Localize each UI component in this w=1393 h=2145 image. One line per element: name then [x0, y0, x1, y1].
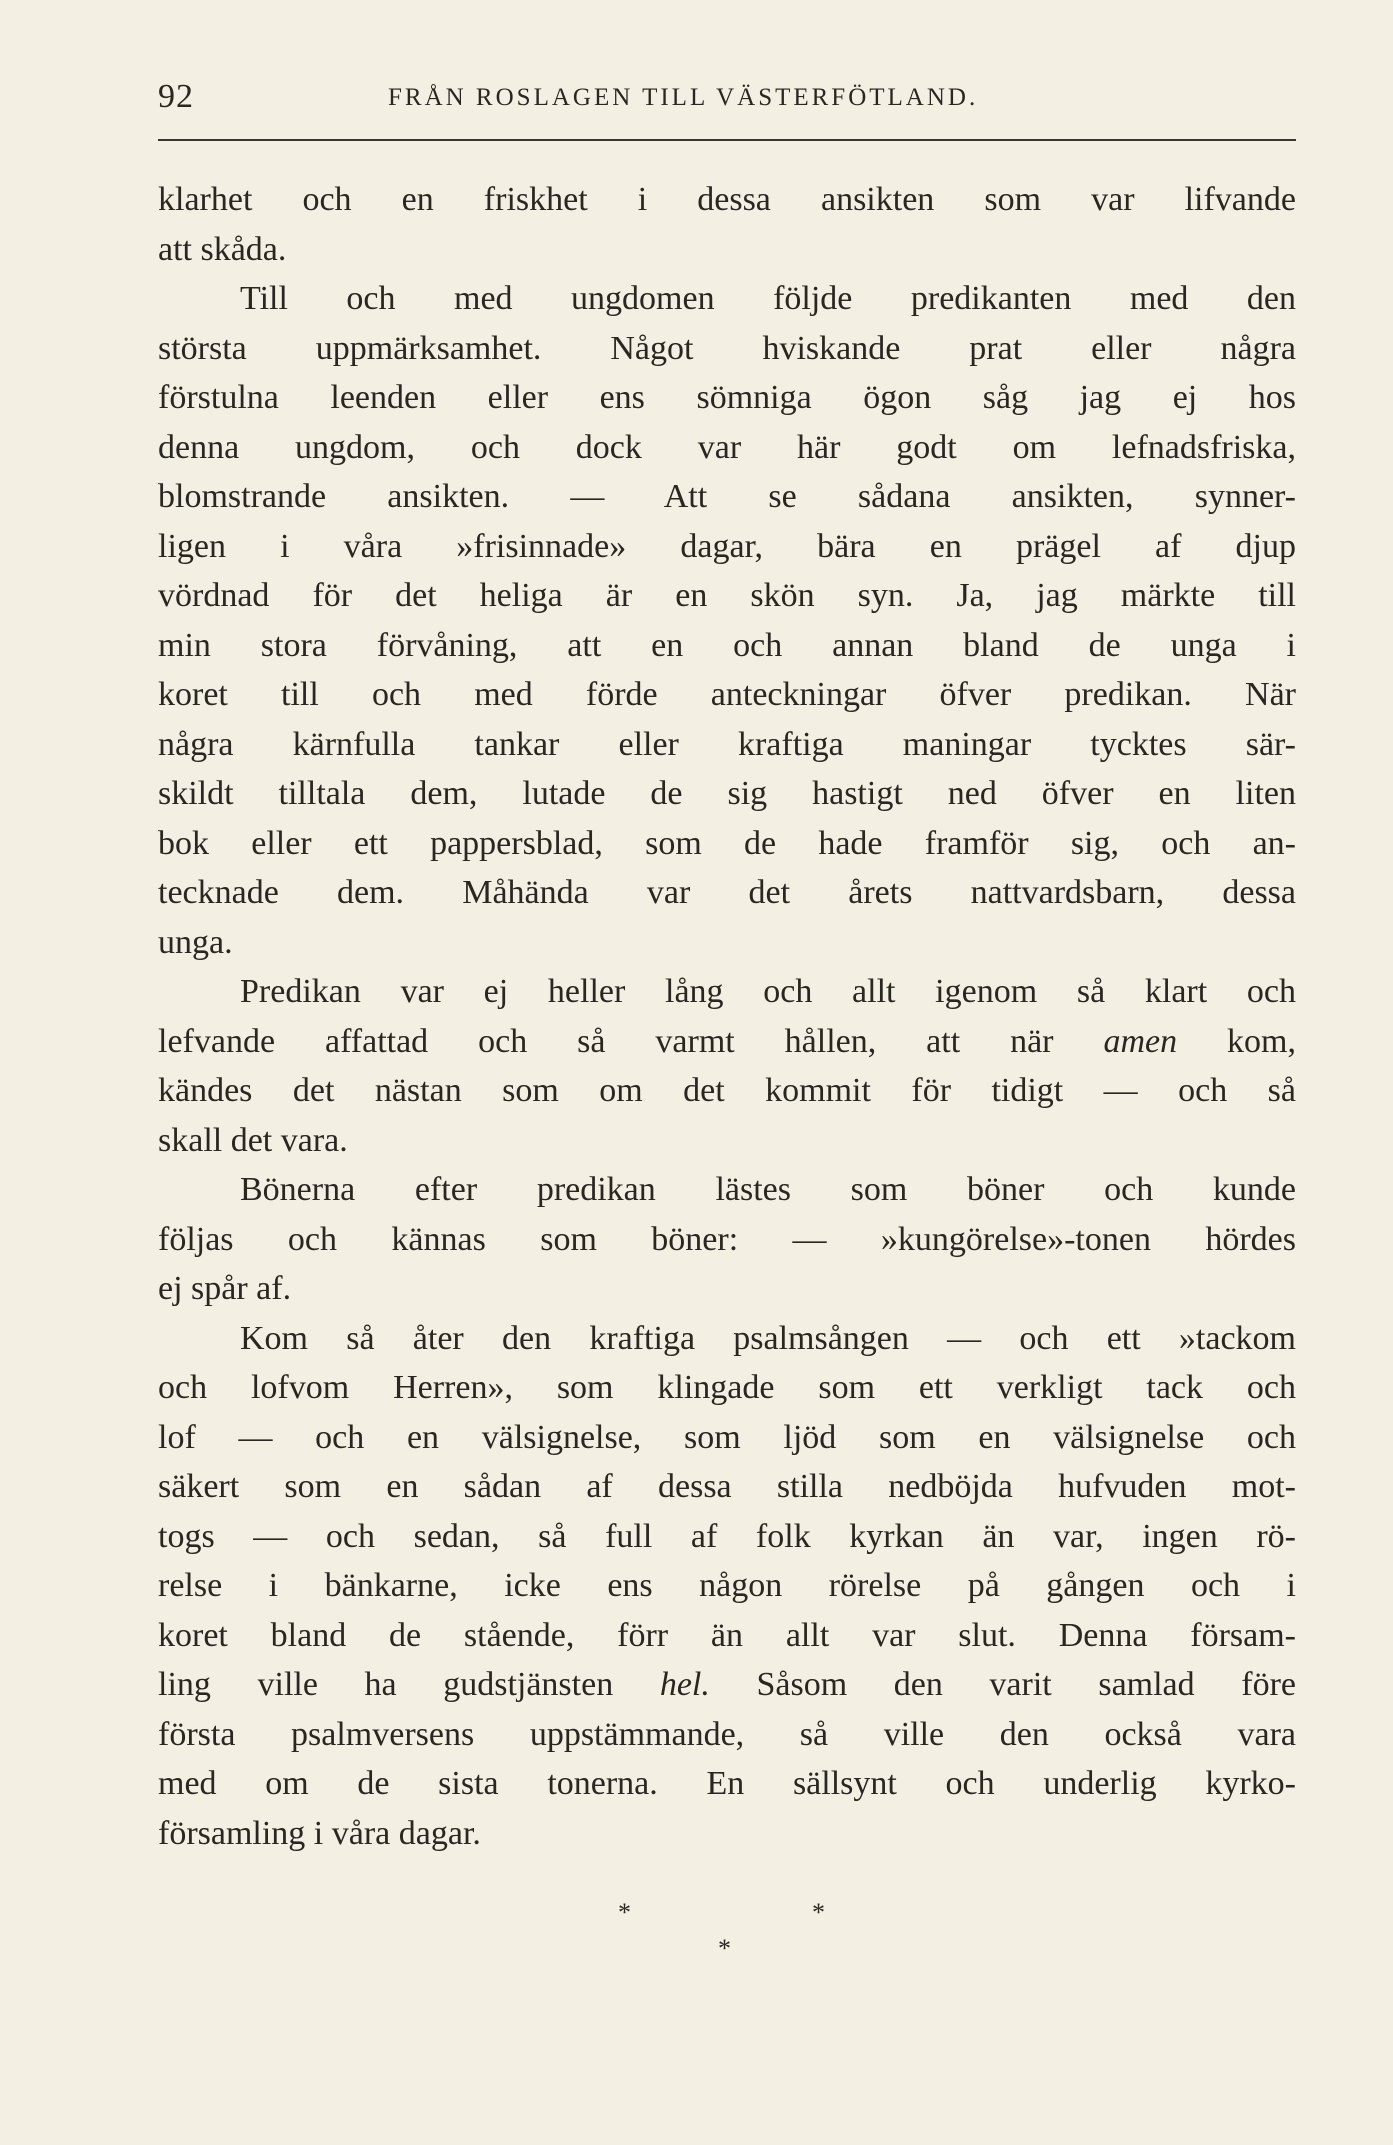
italic-word: hel.: [659, 1666, 710, 1703]
text-line: församling i våra dagar.: [158, 1814, 481, 1852]
text-line: koret till och med förde anteckningar öfver predikan. När: [158, 676, 1296, 713]
text-line: klarhet och en friskhet i dessa ansikten som var lifvande: [158, 181, 1296, 218]
text-line: och lofvom Herren», som klingade som ett verkligt tack och: [158, 1369, 1296, 1406]
text-line: kändes det nästan som om det kommit för tidigt — och så: [158, 1072, 1296, 1109]
text-line: ej spår af.: [158, 1270, 292, 1307]
text-line: blomstrande ansikten. — Att se sådana ansikten, synner-: [158, 478, 1296, 515]
text-line: med om de sista tonerna. En sällsynt och underlig kyrko-: [158, 1765, 1296, 1802]
text-line: Kom så åter den kraftiga psalmsången — och ett »tackom: [240, 1319, 1296, 1357]
asterisk-ornament: *: [718, 1934, 731, 1963]
text-line: största uppmärksamhet. Något hviskande prat eller några: [158, 329, 1296, 367]
text-line: några kärnfulla tankar eller kraftiga maningar tycktes sär-: [158, 725, 1296, 763]
text-line: att skåda.: [158, 230, 287, 268]
text-line: Bönerna efter predikan lästes som böner och kunde: [240, 1171, 1296, 1208]
body-text: [158, 175, 1296, 1858]
running-head: [158, 78, 1298, 122]
text-line: togs — och sedan, så full af folk kyrkan än var, ingen rö-: [158, 1517, 1296, 1555]
text-line: säkert som en sådan af dessa stilla nedböjda hufvuden mot-: [158, 1468, 1296, 1505]
text-line: följas och kännas som böner: — »kungörelse»-tonen hördes: [158, 1220, 1296, 1258]
text-line: unga.: [158, 923, 233, 961]
text-line: [158, 1017, 1296, 1067]
text-line: Predikan var ej heller lång och allt igenom så klart och: [240, 973, 1296, 1010]
asterisk-ornament: *: [812, 1898, 825, 1927]
text-line: förstulna leenden eller ens sömniga ögon såg jag ej hos: [158, 379, 1296, 416]
text-line: min stora förvåning, att en och annan bland de unga i: [158, 626, 1296, 664]
text-line: skall det vara.: [158, 1121, 348, 1159]
text-line: koret bland de stående, förr än allt var slut. Denna försam-: [158, 1616, 1296, 1654]
text-line: lof — och en välsignelse, som ljöd som en välsignelse och: [158, 1418, 1296, 1456]
header-rule: [158, 139, 1296, 141]
running-title: FRÅN ROSLAGEN TILL VÄSTERFÖTLAND.: [388, 84, 979, 111]
text-segment: Såsom den varit samlad före: [709, 1666, 1296, 1703]
text-line: vördnad för det heliga är en skön syn. Ja, jag märkte till: [158, 577, 1296, 614]
section-break-asterisks: [600, 1898, 840, 1978]
text-line: skildt tilltala dem, lutade de sig hastigt ned öfver en liten: [158, 775, 1296, 812]
text-segment: kom,: [1177, 1022, 1296, 1060]
text-segment: lefvande affattad och så varmt hållen, att när: [158, 1022, 1104, 1060]
text-line: Till och med ungdomen följde predikanten med den: [240, 280, 1296, 317]
asterisk-ornament: *: [618, 1898, 631, 1927]
text-line: tecknade dem. Måhända var det årets nattvardsbarn, dessa: [158, 874, 1296, 911]
text-segment: ling ville ha gudstjänsten: [158, 1666, 660, 1703]
text-line: första psalmversens uppstämmande, så ville den också vara: [158, 1715, 1296, 1753]
text-line: [158, 1660, 1296, 1710]
italic-word: amen: [1103, 1022, 1178, 1060]
text-line: relse i bänkarne, icke ens någon rörelse på gången och i: [158, 1567, 1296, 1604]
text-line: bok eller ett pappersblad, som de hade framför sig, och an-: [158, 824, 1296, 862]
text-line: ligen i våra »frisinnade» dagar, bära en prägel af djup: [158, 527, 1296, 565]
text-line: denna ungdom, och dock var här godt om lefnadsfriska,: [158, 428, 1296, 466]
page-number: 92: [158, 78, 194, 115]
